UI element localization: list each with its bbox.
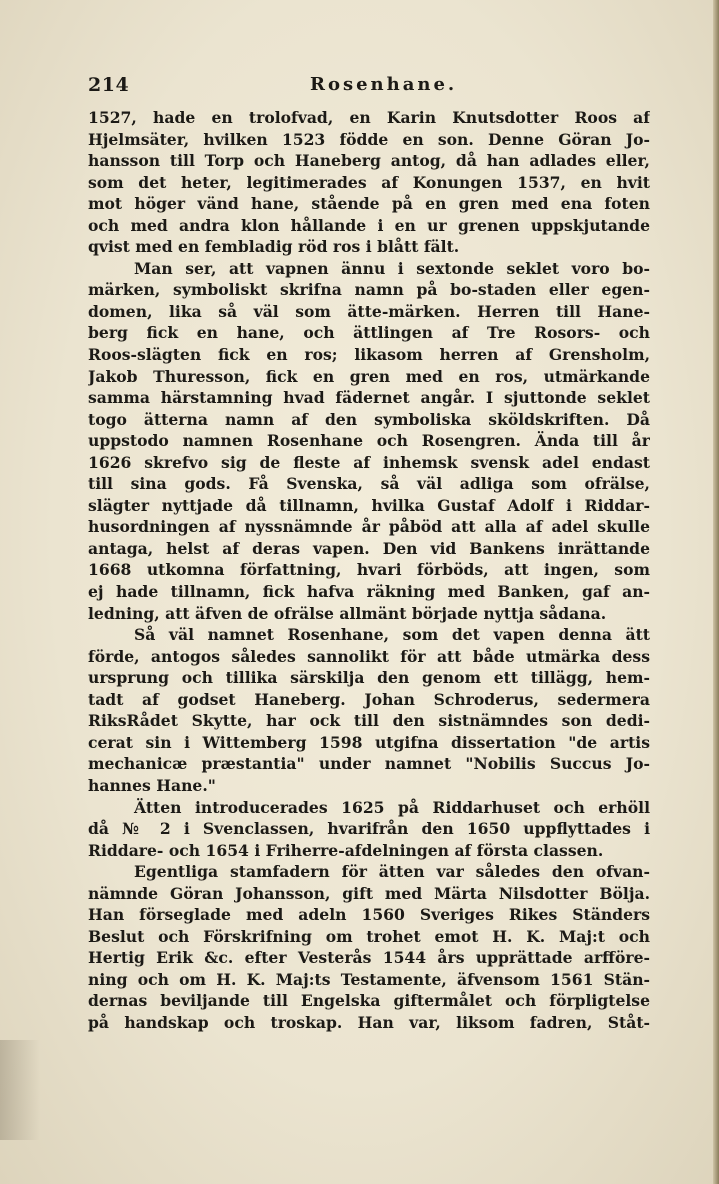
text-line: ej hade tillnamn, fick hafva räkning med Banken, gaf an- (88, 582, 650, 602)
text-line: då № 2 i Svenclassen, hvarifrån den 1650 uppflyttades i (88, 819, 650, 839)
text-line: Riddare- och 1654 i Friherre-afdelningen af första classen. (88, 840, 604, 860)
running-head: Rosenhane. (310, 74, 458, 95)
text-line: qvist med en fembladig röd ros i blått fält. (88, 237, 460, 257)
text-line: Hertig Erik &c. efter Vesterås 1544 års upprättade arfföre- (88, 948, 650, 968)
text-line: ning och om H. K. Maj:ts Testamente, äfvensom 1561 Stän- (88, 969, 650, 989)
text-line: 1527, hade en trolofvad, en Karin Knutsdotter Roos af (88, 108, 650, 127)
text-line: Ätten introducerades 1625 på Riddarhuset och erhöll (134, 797, 650, 817)
text-line: till sina gods. Få Svenska, så väl adliga som ofrälse, (88, 474, 650, 494)
text-line: antaga, helst af deras vapen. Den vid Bankens inrättande (88, 538, 650, 558)
page-number: 214 (88, 74, 130, 96)
text-line: Egentliga stamfadern för ätten var således den ofvan- (134, 862, 650, 882)
body-text (88, 107, 650, 1034)
text-line: på handskap och troskap. Han var, liksom fadren, Ståt- (88, 1012, 650, 1032)
page-header (88, 74, 648, 100)
text-line: Så väl namnet Rosenhane, som det vapen denna ätt (134, 625, 650, 645)
text-line: slägter nyttjade då tillnamn, hvilka Gustaf Adolf i Riddar- (88, 495, 650, 515)
text-line: RiksRådet Skytte, har ock till den sistnämndes son dedi- (88, 711, 650, 731)
page-edge (713, 0, 719, 1184)
text-line: nämnde Göran Johansson, gift med Märta Nilsdotter Bölja. (88, 883, 650, 903)
text-line: dernas beviljande till Engelska giftermålet och förpligtelse (88, 991, 650, 1011)
text-line: togo ätterna namn af den symboliska sköldskriften. Då (88, 409, 650, 429)
text-line: och med andra klon hållande i en ur grenen uppskjutande (88, 215, 650, 235)
text-line: berg fick en hane, och ättlingen af Tre Rosors- och (88, 323, 650, 343)
text-line: husordningen af nyssnämnde år påböd att alla af adel skulle (88, 517, 650, 537)
text-line: samma härstamning hvad fädernet angår. I sjuttonde seklet (88, 388, 650, 408)
text-line: som det heter, legitimerades af Konungen 1537, en hvit (88, 172, 650, 192)
text-line: Hjelmsäter, hvilken 1523 födde en son. Denne Göran Jo- (88, 129, 650, 149)
page-stain (0, 1040, 40, 1140)
text-line: märken, symboliskt skrifna namn på bo-staden eller egen- (88, 280, 650, 300)
text-line: cerat sin i Wittemberg 1598 utgifna dissertation "de artis (88, 732, 650, 752)
text-line: 1668 utkomna författning, hvari förböds, att ingen, som (88, 560, 650, 580)
text-line: hansson till Torp och Haneberg antog, då han adlades eller, (88, 151, 650, 171)
text-line: domen, lika så väl som ätte-märken. Herren till Hane- (88, 301, 650, 321)
text-line: mot höger vänd hane, stående på en gren med ena foten (88, 194, 650, 214)
text-line: ursprung och tillika särskilja den genom ett tillägg, hem- (88, 668, 650, 688)
text-line: Han förseglade med adeln 1560 Sveriges Rikes Ständers (88, 905, 650, 925)
text-line: 1626 skrefvo sig de fleste af inhemsk svensk adel endast (88, 452, 650, 472)
text-line: ledning, att äfven de ofrälse allmänt började nyttja sådana. (88, 603, 607, 623)
text-line: uppstodo namnen Rosenhane och Rosengren. Ända till år (88, 431, 650, 451)
text-line: Beslut och Förskrifning om trohet emot H. K. Maj:t och (88, 926, 650, 946)
text-line: hannes Hane." (88, 775, 216, 795)
text-line: mechanicæ præstantia" under namnet "Nobilis Succus Jo- (88, 754, 650, 774)
text-line: Jakob Thuresson, fick en gren med en ros, utmärkande (88, 366, 650, 386)
text-line: Man ser, att vapnen ännu i sextonde seklet voro bo- (134, 258, 650, 278)
text-line: tadt af godset Haneberg. Johan Schroderus, sedermera (88, 689, 650, 709)
text-line: Roos-slägten fick en ros; likasom herren af Grensholm, (88, 345, 650, 365)
text-line: förde, antogos således sannolikt för att både utmärka dess (88, 646, 650, 666)
